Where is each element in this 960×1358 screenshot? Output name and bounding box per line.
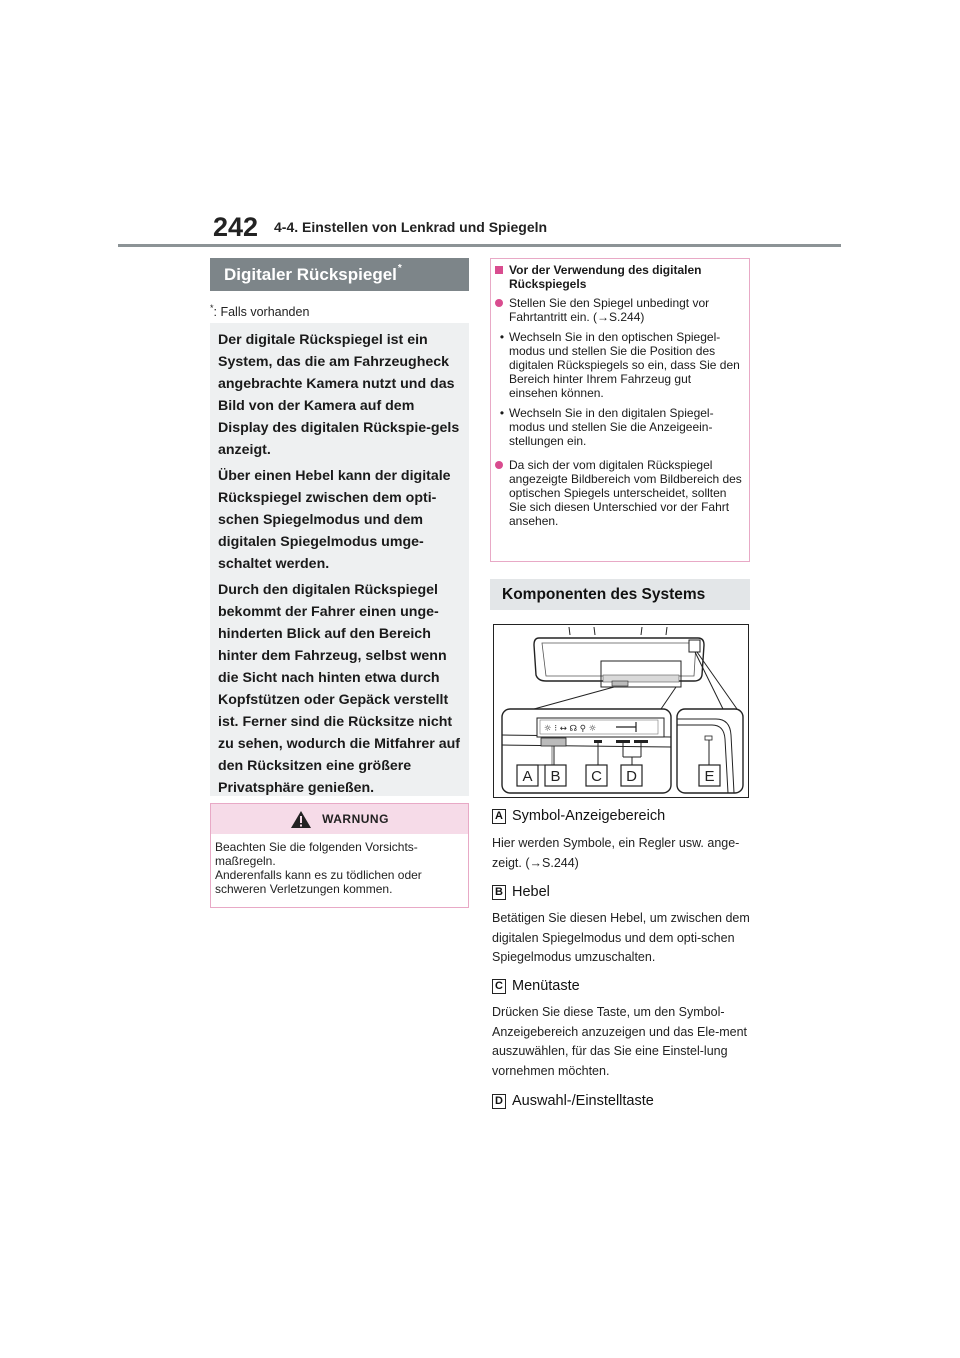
component-c-badge: C [492,979,506,994]
intro-box [210,323,469,796]
component-a-badge: A [492,809,506,824]
warning-box [210,803,469,908]
warning-header [211,804,468,834]
dot-bullet-icon [495,461,503,469]
component-d-label [492,1093,654,1109]
component-a-label [492,808,665,824]
precaution-item-2-text: Da sich der vom digitalen Rückspiegel angezeigte Bildbereich vom Bildbereich des optischen Spiegels unterscheidet, sollten Sie sich diesen Unterschied vor der Fahrt ansehen. [509,458,742,528]
figure-label-e: E [704,768,715,785]
warning-line-2: Anderenfalls kann es zu tödlichen oder schweren Verletzungen kommen. [215,868,422,896]
precaution-item-1 [495,296,743,324]
component-d-badge: D [492,1094,506,1109]
bullet-icon: • [499,330,505,344]
component-b-label [492,884,550,900]
section-title-text: Digitaler Rückspiegel [224,264,397,284]
footnote-text: : Falls vorhanden [213,305,310,320]
component-c-label [492,978,580,994]
component-c-description: Drücken Sie diese Taste, um den Symbol-Anzeigebereich anzuzeigen und das Ele-ment auszuwählen, für das Sie eine Einstel-lung vornehmen möchten. [492,1005,748,1078]
component-b-description: Betätigen Sie diesen Hebel, um zwischen dem digitalen Spiegelmodus und dem opti-schen Spiegelmodus umzuschalten. [492,911,750,964]
page-number: 242 [213,212,259,242]
precaution-sub-1-text: Wechseln Sie in den optischen Spiegel-modus und stellen Sie die Position des digitalen Rückspiegels so ein, dass Sie den Bereich hinter Ihrem Fahrzeug gut einsehen können. [509,330,740,400]
mirror-diagram [493,624,749,798]
figure-label-a: A [522,768,533,785]
figure-label-b: B [550,768,561,785]
intro-paragraph-3: Durch den digitalen Rückspiegel bekommt der Fahrer einen unge-hinderten Blick auf den Bereich hinter dem Fahrzeug, selbst wenn die Sicht nach hinten etwa durch Kopfstützen oder Gepäck verstellt ist. Ferner sind die Rücksitze nicht zu sehen, wodurch die Mitfahrer auf den Rücksitzen eine größere Privatsphäre genießen. [218,582,461,796]
chapter-title: 4-4. Einstellen von Lenkrad und Spiegeln [274,219,548,235]
warning-title: WARNUNG [322,812,389,826]
precautions-header [495,263,743,291]
footnote-mark: * [210,303,214,313]
precaution-sub-2 [495,406,743,448]
intro-paragraph-2: Über einen Hebel kann der digitale Rückspiegel zwischen dem opti-schen Spiegelmodus und dem digitalen Spiegelmodus umge-schaltet werden. [218,468,451,572]
component-a-name: Symbol-Anzeigebereich [512,808,666,824]
component-d-name: Auswahl-/Einstelltaste [512,1093,654,1109]
square-bullet-icon [495,266,503,274]
bullet-icon: • [499,406,505,420]
section-title-components: Komponenten des Systems [490,579,750,610]
precaution-sub-1 [495,330,743,400]
svg-text:☼ ⁝ ↔ ☊ ⚲ ☼: ☼ ⁝ ↔ ☊ ⚲ ☼ [544,724,597,734]
section-title-mark: * [397,263,402,274]
precautions-box [490,258,750,562]
precaution-item-2 [495,458,743,528]
dot-bullet-icon [495,299,503,307]
figure-label-c: C [591,768,602,785]
warning-triangle-icon [290,810,312,829]
footnote [210,303,309,319]
component-a-description: Hier werden Symbole, ein Regler usw. ange-zeigt. (→S.244) [492,836,740,870]
figure-label-d: D [626,768,637,785]
section-title-digital-mirror [210,258,469,291]
header-divider [118,244,841,247]
mirror-illustration [494,625,747,796]
component-b-badge: B [492,885,506,900]
warning-line-1: Beachten Sie die folgenden Vorsichts-maßregeln. [215,840,418,868]
component-b-name: Hebel [512,884,550,900]
precaution-sub-2-text: Wechseln Sie in den digitalen Spiegel-modus und stellen Sie die Anzeigeein-stellungen ein. [509,406,714,448]
warning-text [211,834,468,896]
precaution-item-1-text: Stellen Sie den Spiegel unbedingt vor Fahrtantritt ein. (→S.244) [509,296,710,324]
precautions-title: Vor der Verwendung des digitalen Rückspiegels [509,263,702,291]
component-c-name: Menütaste [512,978,580,994]
intro-paragraph-1: Der digitale Rückspiegel ist ein System, das die am Fahrzeugheck angebrachte Kamera nutzt und das Bild von der Kamera auf dem Display des digitalen Rückspie-gels anzeigt. [218,332,460,458]
